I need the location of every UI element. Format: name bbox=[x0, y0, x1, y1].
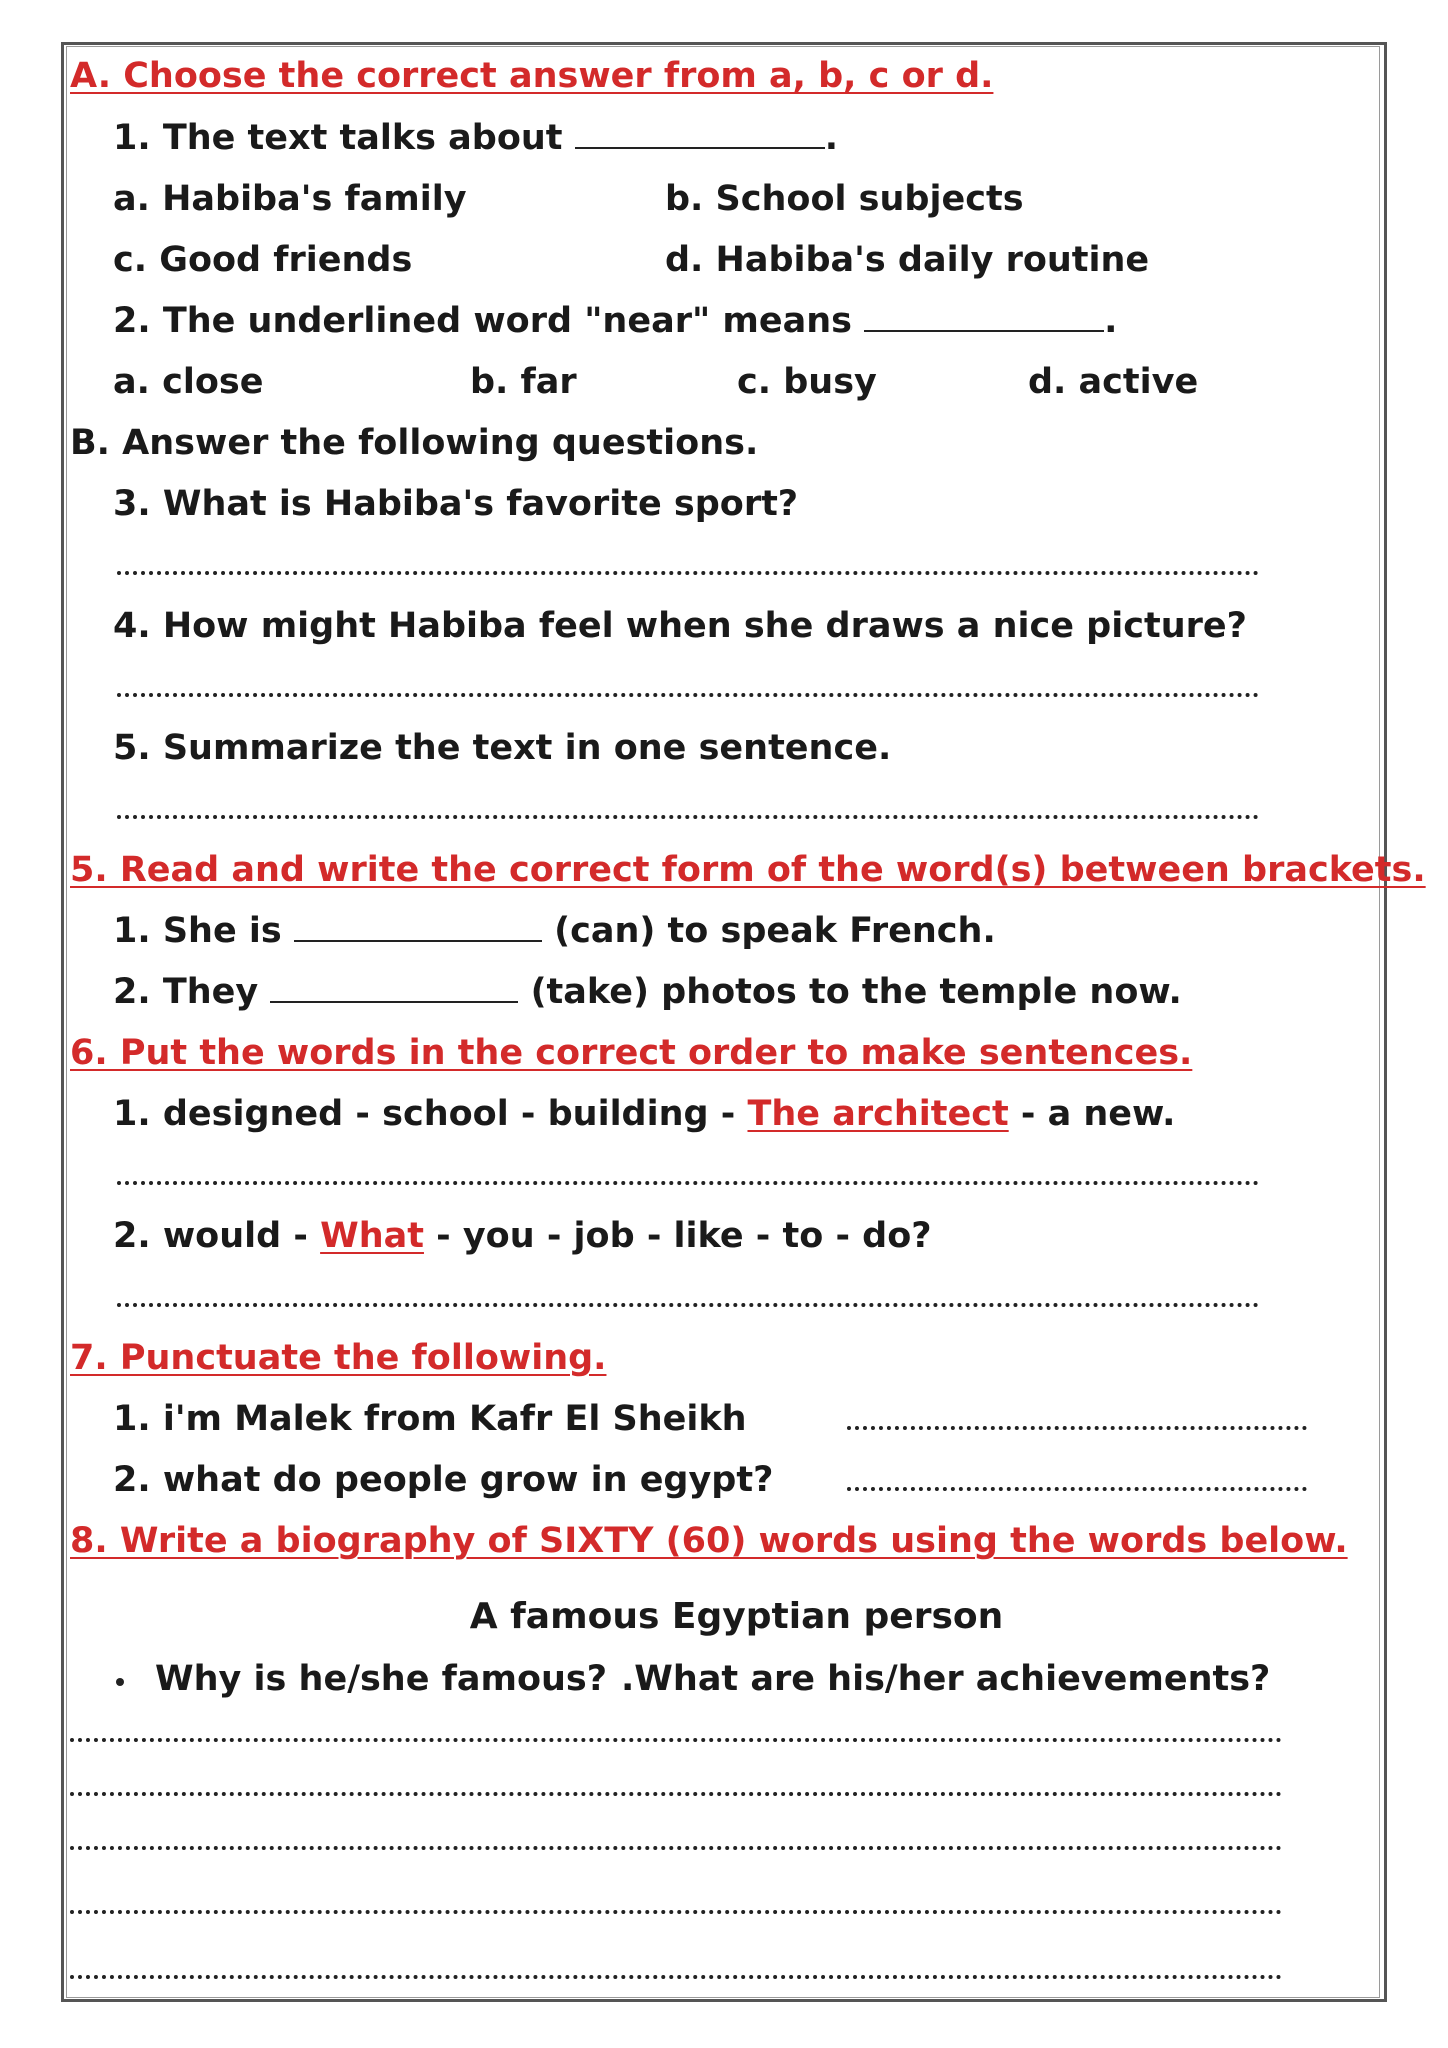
order-item-2 bbox=[113, 1214, 932, 1258]
section-a-heading: A. Choose the correct answer from a, b, c or d. bbox=[70, 56, 994, 96]
option-2b[interactable]: b. far bbox=[470, 362, 577, 402]
grammar-item-2-start: 2. They bbox=[113, 972, 259, 1012]
question-5: 5. Summarize the text in one sentence. bbox=[113, 728, 892, 768]
section-5-heading: 5. Read and write the correct form of the word(s) between brackets. bbox=[70, 850, 1426, 890]
order-item-1-highlight: The architect bbox=[747, 1094, 1009, 1134]
grammar-item-1-end: (can) to speak French. bbox=[554, 911, 996, 951]
punctuate-item-2: 2. what do people grow in egypt? bbox=[113, 1460, 774, 1500]
writing-line[interactable] bbox=[70, 1910, 1282, 1914]
order-item-1-words-end: - a new. bbox=[1020, 1094, 1176, 1134]
question-3: 3. What is Habiba's favorite sport? bbox=[113, 484, 799, 524]
writing-line[interactable] bbox=[70, 1975, 1282, 1979]
section-7-heading: 7. Punctuate the following. bbox=[70, 1338, 607, 1378]
answer-line-4[interactable] bbox=[117, 693, 1259, 697]
question-1 bbox=[113, 116, 838, 160]
writing-line[interactable] bbox=[70, 1792, 1282, 1796]
answer-line-punct-1[interactable] bbox=[847, 1426, 1307, 1430]
question-1-text: 1. The text talks about bbox=[113, 118, 563, 158]
grammar-item-1-start: 1. She is bbox=[113, 911, 282, 951]
order-item-1-words: 1. designed - school - building - bbox=[113, 1094, 736, 1134]
question-2-text: 2. The underlined word "near" means bbox=[113, 301, 852, 341]
option-1d[interactable]: d. Habiba's daily routine bbox=[665, 240, 1150, 280]
question-2 bbox=[113, 299, 1117, 343]
answer-blank[interactable] bbox=[864, 300, 1104, 332]
order-item-2-highlight: What bbox=[320, 1216, 424, 1256]
question-1-period: . bbox=[824, 118, 838, 158]
order-item-2-words: 2. would - bbox=[113, 1216, 308, 1256]
option-2a[interactable]: a. close bbox=[113, 362, 264, 402]
answer-line-3[interactable] bbox=[117, 571, 1259, 575]
biography-prompt-2: .What are his/her achievements? bbox=[621, 1659, 1271, 1699]
question-4: 4. How might Habiba feel when she draws a nice picture? bbox=[113, 606, 1247, 646]
option-1a[interactable]: a. Habiba's family bbox=[113, 179, 467, 219]
answer-line-punct-2[interactable] bbox=[847, 1487, 1307, 1491]
section-6-heading: 6. Put the words in the correct order to make sentences. bbox=[70, 1033, 1193, 1073]
option-1b[interactable]: b. School subjects bbox=[665, 179, 1024, 219]
bullet-icon bbox=[116, 1678, 124, 1686]
writing-line[interactable] bbox=[70, 1846, 1282, 1850]
option-2c[interactable]: c. busy bbox=[737, 362, 877, 402]
option-2d[interactable]: d. active bbox=[1028, 362, 1199, 402]
order-item-2-words-end: - you - job - like - to - do? bbox=[436, 1216, 932, 1256]
answer-line-5[interactable] bbox=[117, 815, 1259, 819]
answer-blank[interactable] bbox=[575, 117, 825, 149]
answer-blank[interactable] bbox=[294, 910, 542, 942]
writing-line[interactable] bbox=[70, 1738, 1282, 1742]
section-b-heading: B. Answer the following questions. bbox=[70, 423, 759, 463]
grammar-item-2-end: (take) photos to the temple now. bbox=[530, 972, 1182, 1012]
option-1c[interactable]: c. Good friends bbox=[113, 240, 413, 280]
biography-prompt-1: Why is he/she famous? bbox=[155, 1659, 608, 1699]
answer-blank[interactable] bbox=[270, 971, 518, 1003]
answer-line-order-1[interactable] bbox=[117, 1181, 1259, 1185]
answer-line-order-2[interactable] bbox=[117, 1303, 1259, 1307]
grammar-item-2 bbox=[113, 970, 1182, 1014]
grammar-item-1 bbox=[113, 909, 996, 953]
punctuate-item-1: 1. i'm Malek from Kafr El Sheikh bbox=[113, 1399, 747, 1439]
order-item-1 bbox=[113, 1092, 1175, 1136]
biography-topic: A famous Egyptian person bbox=[469, 1596, 1004, 1637]
section-8-heading: 8. Write a biography of SIXTY (60) words using the words below. bbox=[70, 1521, 1348, 1561]
question-2-period: . bbox=[1104, 301, 1118, 341]
